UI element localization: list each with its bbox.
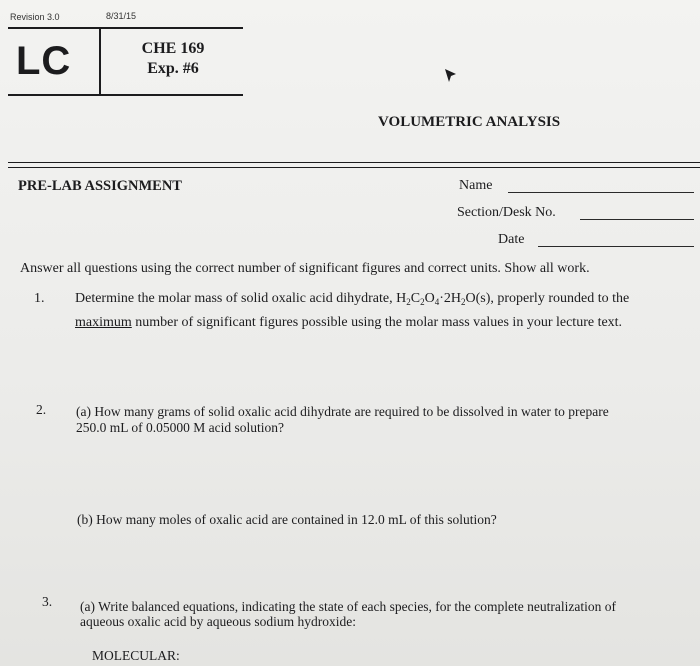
section-desk-label: Section/Desk No. xyxy=(457,205,556,220)
q3-number: 3. xyxy=(42,594,53,609)
header-divider xyxy=(99,27,101,96)
cursor-arrow-icon xyxy=(444,68,458,84)
q3a-line1: (a) Write balanced equations, indicating the state of each species, for the complete neutralization of xyxy=(80,599,616,614)
course-code: CHE 169 xyxy=(141,40,205,57)
molecular-label: MOLECULAR: xyxy=(92,648,180,663)
q2a-line1: (a) How many grams of solid oxalic acid dihydrate are required to be dissolved in water to prepare xyxy=(76,404,609,419)
instructions: Answer all questions using the correct number of significant figures and correct units. Show all work. xyxy=(20,261,590,276)
date-blank[interactable] xyxy=(538,246,694,247)
q2a-line2: 250.0 mL of 0.05000 M acid solution? xyxy=(76,420,284,435)
double-rule-top xyxy=(8,162,700,163)
name-blank[interactable] xyxy=(508,192,694,193)
q1-line2: maximum number of significant figures possible using the molar mass values in your lecture text. xyxy=(75,315,623,330)
maximum-underlined: maximum xyxy=(75,315,132,330)
page-title: VOLUMETRIC ANALYSIS xyxy=(378,114,561,130)
double-rule-bottom xyxy=(8,167,700,168)
q1-number: 1. xyxy=(34,291,45,306)
header-top-rule xyxy=(8,27,243,29)
q3a-line2: aqueous oxalic acid by aqueous sodium hydroxide: xyxy=(80,614,356,629)
name-label: Name xyxy=(459,178,493,193)
q1-line1: Determine the molar mass of solid oxalic acid dihydrate, $H_2C_2O_4\cdot 2H_2O(s)$, properly rounded to the xyxy=(75,291,630,307)
experiment-number: Exp. #6 xyxy=(147,60,199,77)
course-block xyxy=(118,39,228,79)
lc-logo: LC xyxy=(16,39,72,83)
section-desk-blank[interactable] xyxy=(580,219,694,220)
header-date: 8/31/15 xyxy=(106,11,137,21)
q2b: (b) How many moles of oxalic acid are contained in 12.0 mL of this solution? xyxy=(77,512,497,527)
date-label: Date xyxy=(498,232,525,247)
header-bottom-rule xyxy=(8,94,243,96)
q2-number: 2. xyxy=(36,402,47,417)
prelab-heading: PRE-LAB ASSIGNMENT xyxy=(18,178,182,194)
revision-label: Revision 3.0 xyxy=(10,12,60,22)
